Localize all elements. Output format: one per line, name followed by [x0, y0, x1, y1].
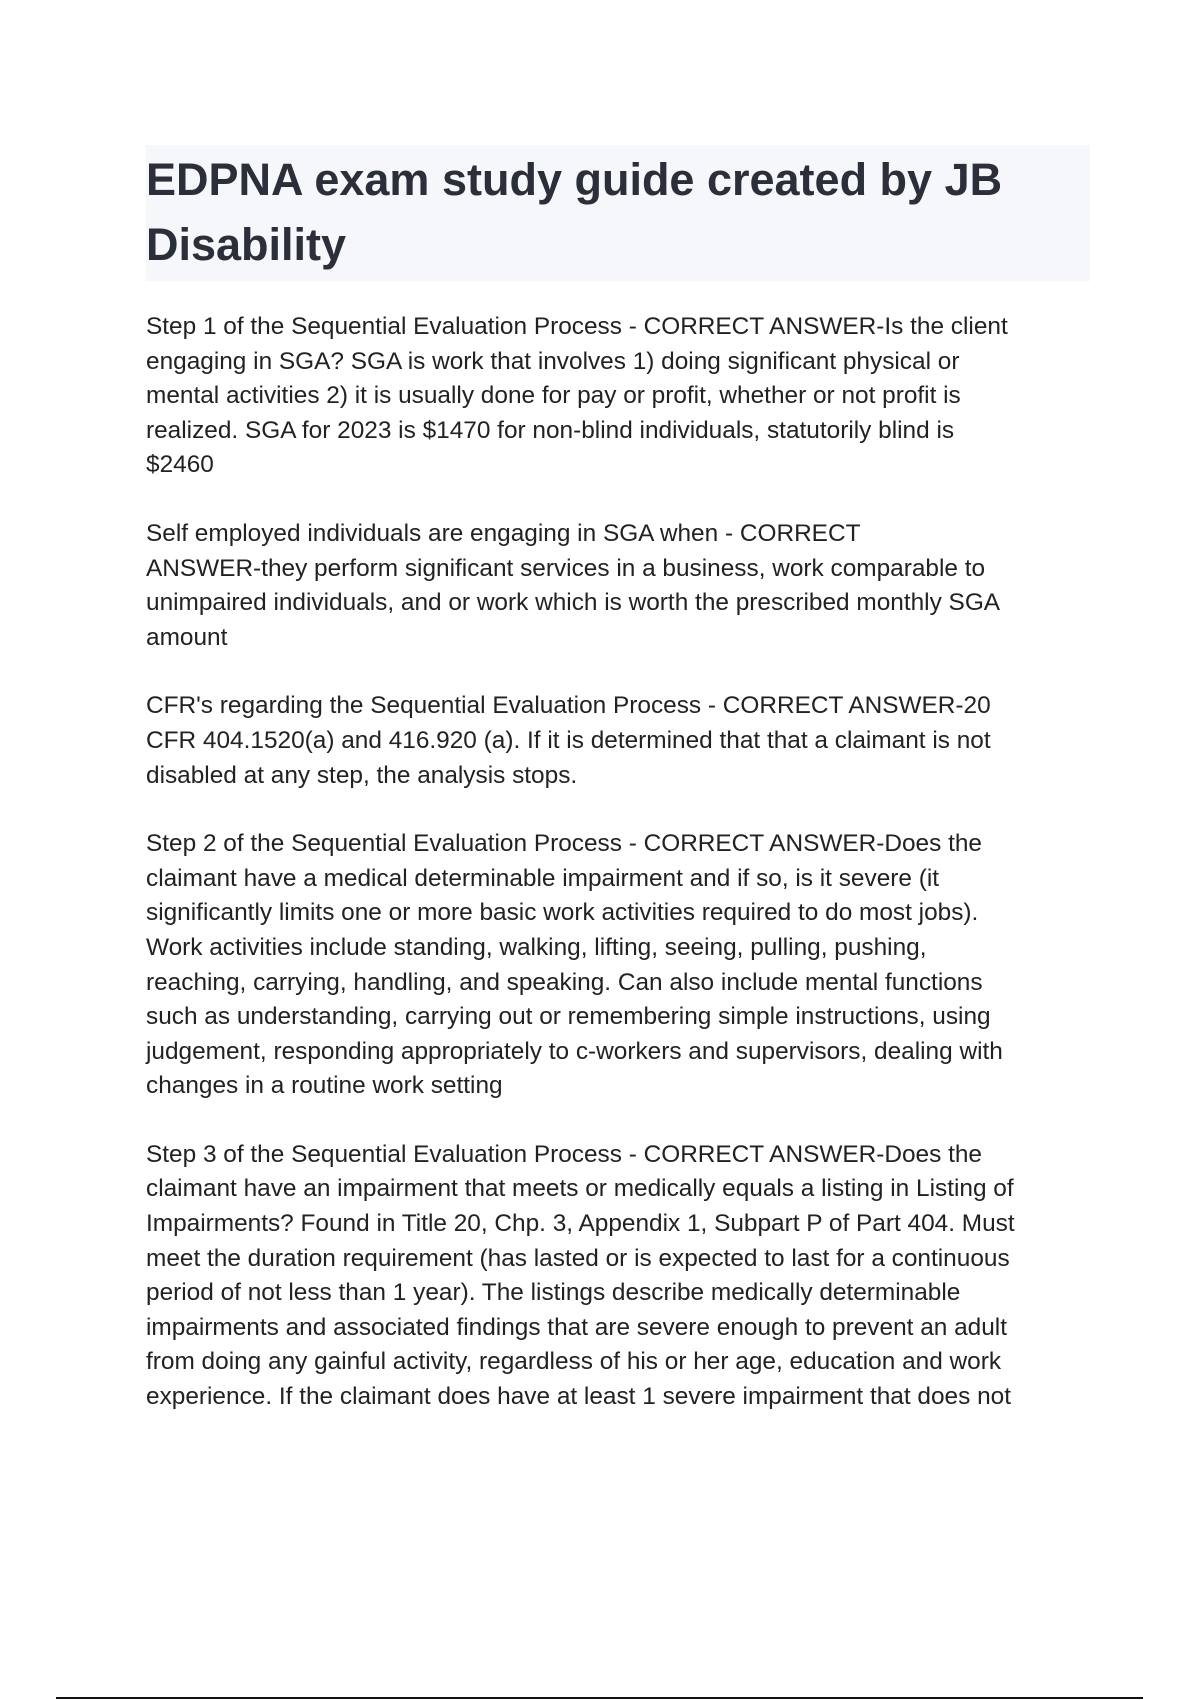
- qa-entry-step-3: Step 3 of the Sequential Evaluation Process - CORRECT ANSWER-Does the claimant have an impairment that meets or medically equals a listing in Listing of Impairments? Found in Title 20, Chp. 3, Appendix 1, Subpart P of Part 404. Must meet the duration requirement (has lasted or is expected to last for a continuous period of not less than 1 year). The listings describe medically determinable impairments and associated findings that are severe enough to prevent an adult from doing any gainful activity, regardless of his or her age, education and work experience. If the claimant does have at least 1 severe impairment that does not: [146, 1140, 1015, 1411]
- document-body: [146, 310, 1096, 1449]
- qa-entry-step-2: Step 2 of the Sequential Evaluation Process - CORRECT ANSWER-Does the claimant have a medical determinable impairment and if so, is it severe (it significantly limits one or more basic work activities required to do most jobs). Work activities include standing, walking, lifting, seeing, pulling, pushing, reaching, carrying, handling, and speaking. Can also include mental functions such as understanding, carrying out or remembering simple instructions, using judgement, responding appropriately to c-workers and supervisors, dealing with changes in a routine work setting: [146, 830, 1003, 1100]
- page-bottom-rule: [56, 1697, 1143, 1699]
- qa-entry-step-1: Step 1 of the Sequential Evaluation Process - CORRECT ANSWER-Is the client engaging in SGA? SGA is work that involves 1) doing significant physical or mental activities 2) it is usually done for pay or profit, whether or not profit is realized. SGA for 2023 is $1470 for non-blind individuals, statutorily blind is $2460: [146, 313, 1008, 479]
- title-banner: [146, 145, 1090, 281]
- qa-entry-cfr: CFR's regarding the Sequential Evaluation Process - CORRECT ANSWER-20 CFR 404.1520(a) and 416.920 (a). If it is determined that that a claimant is not disabled at any step, the analysis stops.: [146, 692, 991, 789]
- page-title: EDPNA exam study guide created by JB Disability: [146, 154, 1003, 270]
- qa-entry-self-employed: Self employed individuals are engaging in SGA when - CORRECT ANSWER-they perform significant services in a business, work comparable to unimpaired individuals, and or work which is worth the prescribed monthly SGA amount: [146, 519, 1001, 651]
